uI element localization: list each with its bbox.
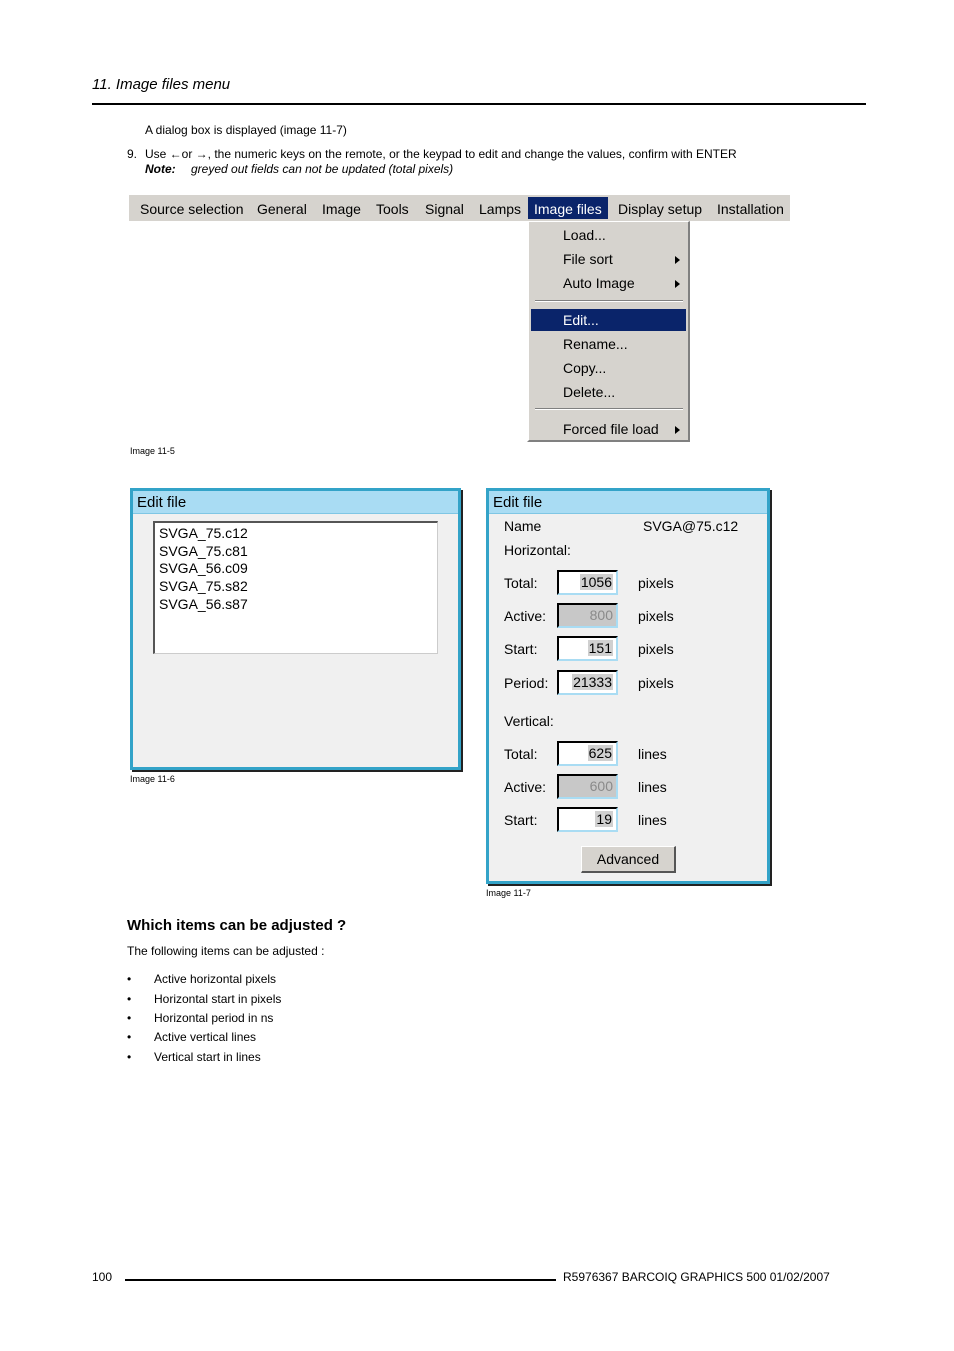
h-start-field[interactable] [557,636,618,661]
edit-file-list-dialog [130,488,461,770]
section-heading: Which items can be adjusted ? [127,917,347,934]
name-label: Name [504,518,542,534]
submenu-arrow-icon [675,256,680,264]
menu-installation[interactable]: Installation [717,201,784,217]
bullet-marker: • [127,1030,132,1044]
page-number: 100 [92,1270,113,1284]
menu-separator [535,408,683,410]
bullet-marker: • [127,1050,132,1064]
menu-item-file-sort[interactable] [531,248,686,270]
vertical-label: Vertical: [504,713,554,729]
menu-item-auto-image[interactable] [531,272,686,294]
edit-file-detail-dialog [486,488,770,884]
list-item: Horizontal start in pixels [154,992,282,1006]
h-total-value: 1056 [580,574,612,590]
step-text: Use ←or →, the numeric keys on the remote, or the keypad to edit and change the values, confirm with ENTER [145,147,737,161]
menu-item-edit[interactable] [531,309,686,331]
menu-display-setup[interactable]: Display setup [618,201,703,217]
h-active-unit: pixels [638,608,674,624]
menu-item-copy[interactable] [531,357,686,379]
v-start-field[interactable] [557,807,618,832]
list-item[interactable]: SVGA_56.s87 [159,596,248,612]
menu-item-copy-label: Copy... [563,360,607,376]
list-item[interactable]: SVGA_75.c12 [159,525,248,541]
menu-general[interactable]: General [257,201,307,217]
v-total-unit: lines [638,746,667,762]
v-active-unit: lines [638,779,667,795]
menu-source-selection[interactable]: Source selection [140,201,244,217]
dialog-title: Edit file [489,491,767,514]
section-intro: The following items can be adjusted : [127,944,325,958]
submenu-arrow-icon [675,426,680,434]
h-period-value: 21333 [573,674,612,690]
name-value: SVGA@75.c12 [643,518,739,534]
h-period-field[interactable] [557,670,618,695]
h-total-unit: pixels [638,575,674,591]
h-active-field [557,603,618,628]
footer-doc-info: R5976367 BARCOIQ GRAPHICS 500 01/02/2007 [563,1270,830,1284]
v-start-label: Start: [504,812,538,828]
list-item[interactable]: SVGA_56.c09 [159,560,248,576]
v-total-label: Total: [504,746,538,762]
list-item: Horizontal period in ns [154,1011,274,1025]
page-header-title: 11. Image files menu [92,76,231,93]
h-period-unit: pixels [638,675,674,691]
caption-image-11-5: Image 11-5 [130,446,175,456]
submenu-arrow-icon [675,280,680,288]
horizontal-label: Horizontal: [504,542,571,558]
menu-image-files[interactable]: Image files [528,197,608,219]
menu-item-delete-label: Delete... [563,384,616,400]
h-start-unit: pixels [638,641,674,657]
h-active-label: Active: [504,608,547,624]
h-total-label: Total: [504,575,538,591]
menu-item-rename-label: Rename... [563,336,628,352]
intro-text: A dialog box is displayed (image 11-7) [145,123,347,137]
menu-item-forced-file-load-label: Forced file load [563,421,659,437]
menu-item-load-label: Load... [563,227,606,243]
v-active-label: Active: [504,779,547,795]
menu-item-file-sort-label: File sort [563,251,613,267]
header-rule [92,103,866,105]
list-item[interactable]: SVGA_75.s82 [159,578,248,594]
advanced-button[interactable]: Advanced [581,846,676,873]
v-total-value: 625 [588,745,612,761]
caption-image-11-6: Image 11-6 [130,774,175,784]
caption-image-11-7: Image 11-7 [486,888,531,898]
menu-item-delete[interactable] [531,381,686,403]
menu-tools[interactable]: Tools [376,201,409,217]
menu-item-auto-image-label: Auto Image [563,275,635,291]
list-item: Vertical start in lines [154,1050,261,1064]
menu-lamps[interactable]: Lamps [479,201,522,217]
h-start-value: 151 [588,640,612,656]
step-number: 9. [127,147,138,161]
note-text: greyed out fields can not be updated (total pixels) [191,162,454,176]
bullet-marker: • [127,1011,132,1025]
bullet-marker: • [127,972,132,986]
list-item: Active horizontal pixels [154,972,277,986]
v-active-value: 600 [589,778,613,794]
note-label: Note: [145,162,176,176]
menu-bar [129,195,790,221]
menu-signal[interactable]: Signal [425,201,464,217]
menu-separator [535,300,683,302]
list-item[interactable]: SVGA_75.c81 [159,543,248,559]
menu-item-load[interactable] [531,224,686,246]
menu-item-forced-file-load[interactable] [531,418,686,440]
footer-rule [125,1279,556,1281]
v-start-value: 19 [596,811,612,827]
menu-item-edit-label: Edit... [563,312,599,328]
menu-item-rename[interactable] [531,333,686,355]
h-total-field[interactable] [557,570,618,595]
h-start-label: Start: [504,641,538,657]
bullet-marker: • [127,992,132,1006]
file-listbox[interactable] [153,521,438,654]
v-active-field [557,774,618,799]
image-files-dropdown [527,221,690,442]
v-start-unit: lines [638,812,667,828]
list-item: Active vertical lines [154,1030,257,1044]
menu-image[interactable]: Image [322,201,361,217]
h-active-value: 800 [589,607,613,623]
h-period-label: Period: [504,675,549,691]
v-total-field[interactable] [557,741,618,766]
dialog-title: Edit file [133,491,458,514]
